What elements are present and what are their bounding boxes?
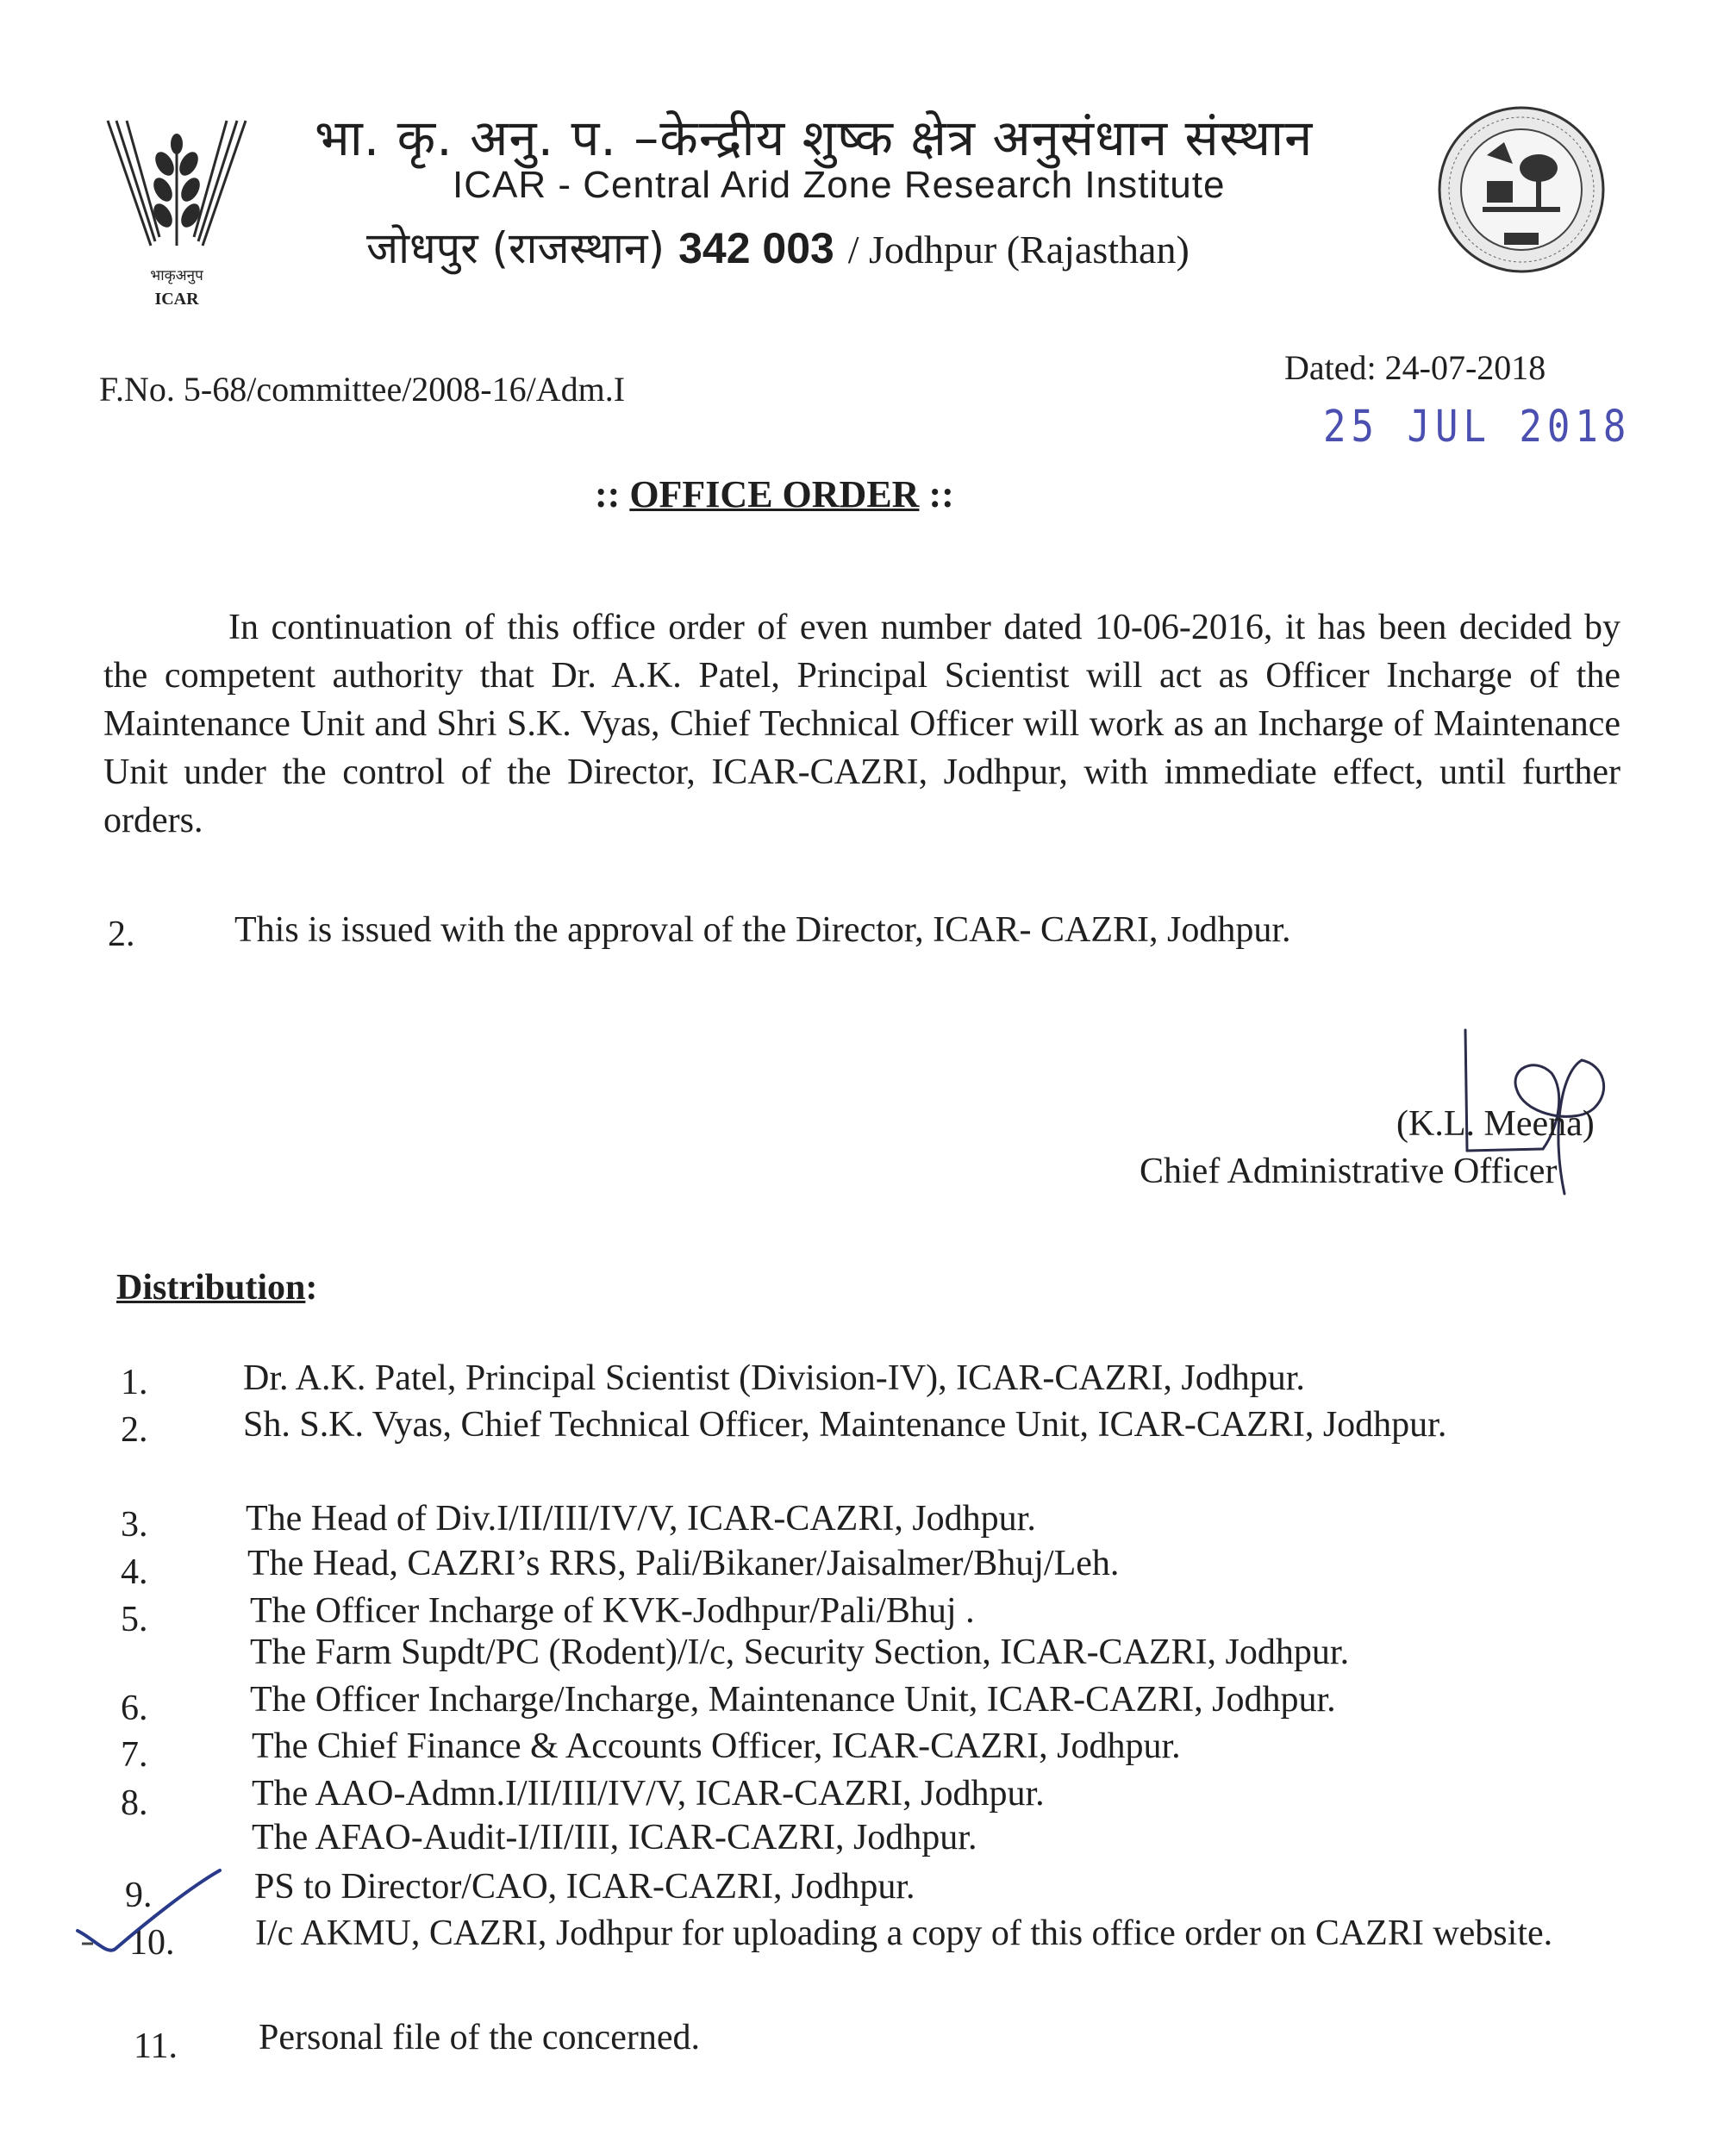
date: Dated: 24-07-2018 [1284,348,1546,387]
list-item-number: 4. [121,1552,148,1592]
order-paragraph-2: This is issued with the approval of the Director, ICAR- CAZRI, Jodhpur. [234,910,1291,950]
city-hindi: जोधपुर (राजस्थान) [366,223,665,273]
institute-name-hindi: भा. कृ. अनु. प. –केन्द्रीय शुष्क क्षेत्र अनुसंधान संस्थान [315,109,1314,167]
city-english: / Jodhpur (Rajasthan) [847,228,1190,272]
list-item-number: 8. [121,1783,148,1823]
institute-address [366,217,1190,276]
icar-logo [91,116,263,315]
list-item: The Head of Div.I/II/III/IV/V, ICAR-CAZRI, Jodhpur. [246,1499,1036,1539]
distribution-colon: : [305,1268,318,1308]
list-item: The AFAO-Audit-I/II/III, ICAR-CAZRI, Jodhpur. [252,1818,977,1857]
logo-text-hindi: भाकृअनुप [150,267,203,284]
list-item-number: 2. [121,1410,148,1450]
list-item: The Head, CAZRI’s RRS, Pali/Bikaner/Jaisalmer/Bhuj/Leh. [247,1544,1120,1583]
title-text: OFFICE ORDER [629,473,920,515]
list-item: The Officer Incharge/Incharge, Maintenance Unit, ICAR-CAZRI, Jodhpur. [250,1680,1336,1720]
list-item-number: 3. [121,1505,148,1545]
list-item-number: 11. [134,2026,178,2066]
file-number: F.No. 5-68/committee/2008-16/Adm.I [99,370,626,409]
paragraph-2-number: 2. [108,915,135,954]
logo-text-english: ICAR [154,290,199,309]
list-item: PS to Director/CAO, ICAR-CAZRI, Jodhpur. [254,1867,915,1907]
list-item-number: 5. [121,1600,148,1639]
list-item: I/c AKMU, CAZRI, Jodhpur for uploading a copy of this office order on CAZRI website. [255,1914,1553,1953]
list-item: The Farm Supdt/PC (Rodent)/I/c, Security Section, ICAR-CAZRI, Jodhpur. [250,1633,1350,1672]
list-item: Personal file of the concerned. [259,2018,700,2057]
list-item-number: 9. [125,1876,153,1915]
distribution-heading [116,1267,317,1308]
page-title [595,472,954,516]
list-item: The Chief Finance & Accounts Officer, ICAR-CAZRI, Jodhpur. [252,1726,1181,1766]
received-date-stamp: 25 JUL 2018 [1323,402,1632,453]
list-item-number: 10. [129,1923,175,1963]
list-item: The AAO-Admn.I/II/III/IV/V, ICAR-CAZRI, Jodhpur. [252,1774,1045,1814]
institute-name-english: ICAR - Central Arid Zone Research Institute [453,164,1226,206]
list-item: Dr. A.K. Patel, Principal Scientist (Division-IV), ICAR-CAZRI, Jodhpur. [243,1358,1305,1398]
signatory-name: (K.L. Meena) [1396,1104,1595,1144]
list-item: Sh. S.K. Vyas, Chief Technical Officer, Maintenance Unit, ICAR-CAZRI, Jodhpur. [243,1405,1447,1445]
checkmark-icon [69,1862,241,1965]
list-item-number: 1. [121,1363,148,1402]
title-suffix: :: [928,473,954,515]
title-prefix: :: [595,473,621,515]
distribution-title: Distribution [116,1268,306,1308]
list-item-number: 7. [121,1735,148,1775]
list-item: The Officer Incharge of KVK-Jodhpur/Pali/Bhuj . [250,1591,975,1631]
list-item-number: 6. [121,1689,148,1728]
order-paragraph-1: In continuation of this office order of even number dated 10-06-2016, it has been decided by the competent authority that Dr. A.K. Patel, Principal Scientist will act as Officer Incharge of the Maintenance Unit and Shri S.K. Vyas, Chief Technical Officer will work as an Incharge of Maintenance Unit under the control of the Director, ICAR-CAZRI, Jodhpur, with immediate effect, until further orders. [103,608,1620,840]
signatory-designation: Chief Administrative Officer [1140,1152,1558,1191]
pin-code: 342 003 [678,224,834,272]
cazri-seal-icon [1435,103,1608,276]
